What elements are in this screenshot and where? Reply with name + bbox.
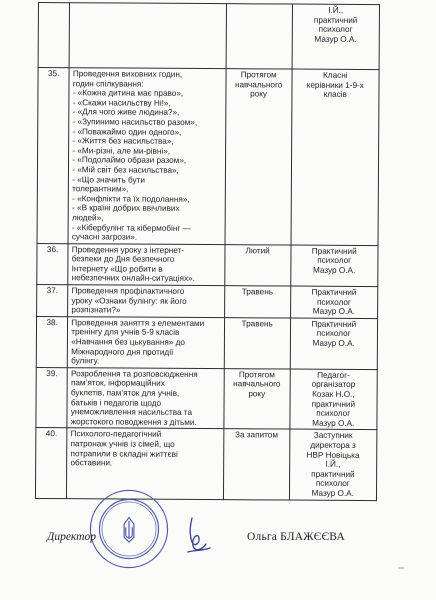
event-line: - «Мій світ без насильства», <box>72 165 179 175</box>
event-line: небезпечних онлайн-ситуаціях». <box>71 273 195 284</box>
event-line: Міжнародного дня протидії <box>71 346 174 357</box>
event-line: безпеки до Дня безпечного <box>71 254 175 265</box>
event-term: Протягом навчального року <box>224 368 290 429</box>
table-row <box>37 285 378 319</box>
event-line: - «Для чого живе людина?», <box>72 107 180 118</box>
event-description <box>68 68 226 245</box>
events-table-body <box>35 3 379 501</box>
event-term: Протягом навчального року <box>225 69 292 245</box>
event-description <box>69 3 226 69</box>
event-line: Інтернету «Що робити в <box>71 264 163 274</box>
director-label: Директор <box>47 531 96 543</box>
table-row <box>36 316 377 369</box>
row-number: 38. <box>36 316 68 367</box>
event-description <box>68 243 225 285</box>
event-line: - «Поважаймо один одного», <box>72 126 182 137</box>
event-responsible: Класні керівники 1-9-х класів <box>291 69 380 245</box>
event-description <box>68 285 225 318</box>
event-line: Проведення заняття з елементами <box>71 318 205 328</box>
event-line: - «Кібербулінг та кібермобінг — <box>71 222 191 233</box>
row-number: 37. <box>37 285 68 317</box>
event-responsible: Практичний психолог Мазур О.А. <box>290 286 378 318</box>
event-line: жорстокого поводження з дітьми. <box>70 416 197 427</box>
event-line: розпізнати?» <box>71 305 121 315</box>
event-line: Розроблення та розповсюдження <box>70 369 198 379</box>
event-line: сучасні загрози». <box>71 232 138 242</box>
event-term: Лютий <box>225 244 291 286</box>
event-line: обставини. <box>70 458 113 468</box>
event-line: - «Життя без насильства», <box>72 136 174 146</box>
event-line: буклетів, пам’яток для учнів, <box>70 388 180 398</box>
table-row <box>38 3 379 70</box>
event-line: - «Ми-різні, але ми-рівні», <box>72 145 171 156</box>
event-line: потрапили в складні життєві <box>70 448 178 459</box>
event-line: «Навчання без цькування» до <box>71 337 185 347</box>
event-line: Проведення профілактичного <box>71 286 185 296</box>
event-term: Травень <box>224 317 290 368</box>
event-term: За запитом <box>223 429 289 500</box>
director-name: Ольга БЛАЖЄЄВА <box>247 531 345 543</box>
row-number: 36. <box>37 243 69 285</box>
event-line: толерантним», <box>72 184 129 194</box>
event-line: - «Скажи насильству Ні!», <box>72 97 171 108</box>
corner-mark-icon <box>398 565 404 571</box>
row-number: 40. <box>35 428 67 498</box>
event-line: Проведення виховних годин, <box>72 69 183 79</box>
event-responsible: Практичний психолог Мазур О.А. <box>290 245 378 287</box>
row-number <box>38 3 70 68</box>
event-responsible: І.Й., практичний психолог Мазур О.А. <box>292 4 380 70</box>
event-line: - «Конфлікти та їх подолання», <box>72 193 190 204</box>
event-term <box>226 4 292 69</box>
official-seal-icon <box>88 488 170 570</box>
event-line: булінгу. <box>71 356 100 366</box>
table-row <box>35 428 376 500</box>
event-responsible: Заступник директора з НВР Новіцька І.Й., практичний психолог Мазур О.А. <box>289 429 377 500</box>
event-line: - «Кожна дитина має право», <box>72 88 184 99</box>
event-line: батьків і педагогів щодо <box>70 397 162 408</box>
event-line: годин спілкування: <box>72 78 144 89</box>
table-row <box>37 243 378 286</box>
event-line: - «Що значить бути <box>72 174 145 185</box>
event-line: Психолого-педагогічний <box>70 429 162 440</box>
event-line: унеможливлення насильства та <box>70 407 193 418</box>
row-number: 39. <box>36 367 68 428</box>
event-line: людей», <box>71 213 104 223</box>
director-signature-icon <box>180 514 216 558</box>
event-line: - «Подолаймо образи разом», <box>72 155 187 166</box>
event-line: - «В країні добрих ввічливих <box>71 203 180 214</box>
event-description <box>67 367 224 429</box>
table-row <box>37 68 379 246</box>
event-line: Проведення уроку з інтернет- <box>71 244 185 255</box>
event-responsible: Практичний психолог Мазур О.А. <box>290 318 378 370</box>
events-table <box>35 2 380 501</box>
event-line: тренінгу для учнів 5-9 класів <box>71 327 180 338</box>
event-line: патронаж учнів із сімей, що <box>70 439 175 449</box>
table-row <box>36 367 377 430</box>
event-description <box>68 317 225 369</box>
event-responsible: Педагог- організатор Козак Н.О., практичний психолог Мазур О.А. <box>289 369 377 430</box>
event-term: Травень <box>224 286 290 318</box>
row-number: 35. <box>37 68 69 244</box>
event-line: пам’яток, інформаційних <box>70 378 165 389</box>
event-line: - «Зупинимо насильство разом», <box>72 117 198 127</box>
event-line: уроку «Ознаки булінгу: як його <box>71 295 187 306</box>
